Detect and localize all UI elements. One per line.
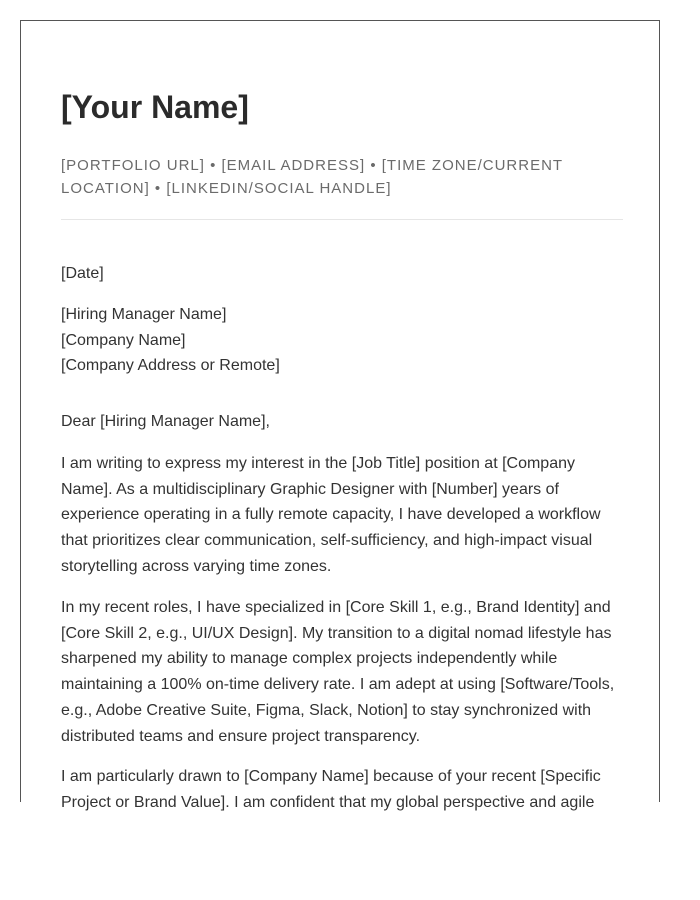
paragraph-line: e.g., Adobe Creative Suite, Figma, Slack, Notion] to stay synchronized with [61,701,592,719]
paragraph-line: In my recent roles, I have specialized in [Core Skill 1, e.g., Brand Identity] and [61,599,611,616]
body-paragraph-2 [61,595,623,749]
paragraph-line: that prioritizes clear communication, self-sufficiency, and high-impact visual [61,532,593,550]
paragraph-line: [Core Skill 2, e.g., UI/UX Design]. My transition to a digital nomad lifestyle has [61,624,612,642]
paragraph-line: experience operating in a fully remote capacity, I have developed a workflow [61,506,601,524]
salutation [61,409,623,435]
paragraph-line: maintaining a 100% on-time delivery rate. I am adept at using [Software/Tools, [61,676,615,694]
paragraph-line: storytelling across varying time zones. [61,557,332,575]
paragraph-line: distributed teams and ensure project transparency. [61,727,421,745]
cover-letter-page [20,20,660,811]
recipient-name: [Hiring Manager Name] [61,306,227,323]
letter-date [61,261,623,287]
recipient-block [61,302,623,379]
date-text: [Date] [61,265,104,282]
body-paragraph-3 [61,764,623,815]
paragraph-line: sharpened my ability to manage complex projects independently while [61,650,558,668]
contact-info [61,154,623,200]
header-divider [61,219,623,220]
contact-line: [PORTFOLIO URL] • [EMAIL ADDRESS] • [TIME ZONE/CURRENT [61,157,564,174]
applicant-name: [Your Name] [61,89,249,125]
contact-line: LOCATION] • [LINKEDIN/SOCIAL HANDLE] [61,180,392,197]
paragraph-line: I am particularly drawn to [Company Name] because of your recent [Specific [61,768,601,785]
paragraph-line: I am writing to express my interest in the [Job Title] position at [Company [61,455,575,472]
recipient-company: [Company Name] [61,331,186,349]
body-paragraph-1 [61,451,623,580]
recipient-address: [Company Address or Remote] [61,357,280,375]
paragraph-line: Name]. As a multidisciplinary Graphic Designer with [Number] years of [61,480,559,498]
salutation-text: Dear [Hiring Manager Name], [61,413,270,430]
paragraph-line: Project or Brand Value]. I am confident that my global perspective and agile [61,793,595,811]
